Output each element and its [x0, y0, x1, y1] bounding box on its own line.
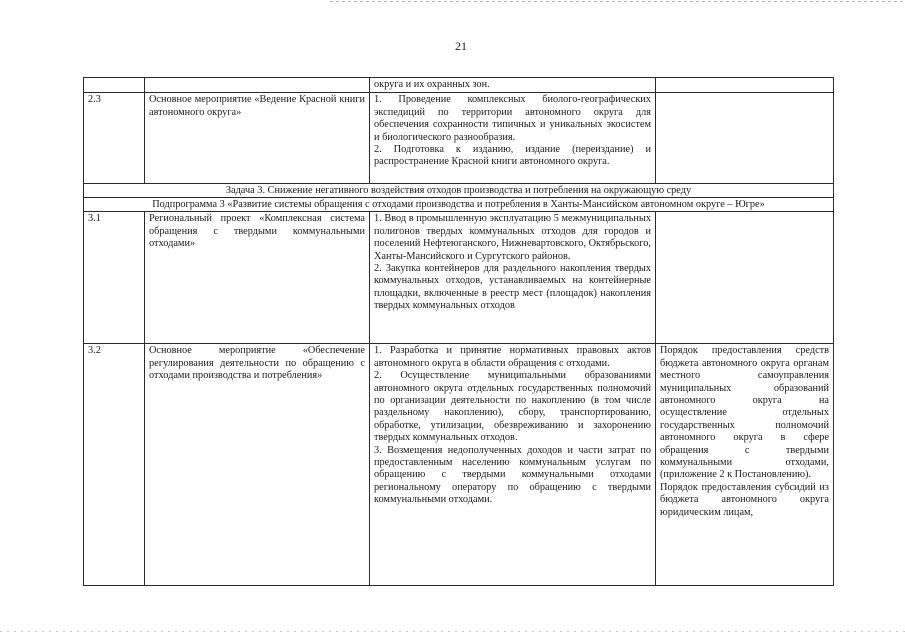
regulatory-docs [656, 212, 834, 344]
measures-table [83, 77, 834, 586]
measure-name: Основное мероприятие «Ведение Красной книги автономного округа» [145, 93, 370, 184]
table-row [84, 93, 834, 184]
measure-item: 2. Осуществление муниципальными образованиями автономного округа отдельных государственных полномочий по организации деятельности по накоплению (в том числе раздельному накоплению), сбору, транспортированию, обработке, утилизации, обезвреживанию и захоронению твердых коммунальных отходов. [374, 370, 651, 444]
table-row [84, 344, 834, 586]
measure-item: 1. Разработка и принятие нормативных правовых актов автономного округа в области обращения с отходами. [374, 345, 651, 369]
task-row [84, 184, 834, 198]
measure-item: 2. Подготовка к изданию, издание (переиздание) и распространение Красной книги автономного округа. [374, 144, 651, 168]
row-number: 3.1 [84, 212, 145, 344]
measure-name: Региональный проект «Комплексная система обращения с твердыми коммунальными отходами» [145, 212, 370, 344]
table-row [84, 212, 834, 344]
regulatory-docs [656, 78, 834, 93]
measure-name: Основное мероприятие «Обеспечение регулирования деятельности по обращению с отходами производства и потребления» [145, 344, 370, 586]
scan-artifact-top [330, 1, 905, 2]
table-row [84, 78, 834, 93]
measure-content [370, 93, 656, 184]
measure-item: 3. Возмещения недополученных доходов и части затрат по предоставленным населению коммунальным услугам по обращению с твердыми коммунальными отходами региональному оператору по обращению с твердыми коммунальными отходами. [374, 444, 651, 506]
measure-item: 1. Ввод в промышленную эксплуатацию 5 межмуниципальных полигонов твердых коммунальных отходов для городов и поселений Нефтеюганского, Нижневартовского, Октябрьского, Ханты-Мансийского и Сургутского районов. [374, 213, 651, 262]
row-number: 2.3 [84, 93, 145, 184]
measure-content: округа и их охранных зон. [370, 78, 656, 93]
regulatory-docs [656, 344, 834, 586]
subprogram-heading: Подпрограмма 3 «Развитие системы обращения с отходами производства и потребления в Ханты-Мансийском автономном округе – Югре» [84, 198, 834, 212]
subprogram-row [84, 198, 834, 212]
measure-content [370, 344, 656, 586]
task-heading: Задача 3. Снижение негативного воздействия отходов производства и потребления на окружающую среду [84, 184, 834, 198]
measure-name [145, 78, 370, 93]
measure-content [370, 212, 656, 344]
measure-item: 2. Закупка контейнеров для раздельного накопления твердых коммунальных отходов, устанавливаемых на контейнерные площадки, включенные в реестр мест (площадок) накопления твердых коммунальных отходов [374, 263, 651, 312]
page-number: 21 [455, 39, 467, 53]
regulatory-doc-item: Порядок предоставления средств бюджета автономного округа органам местного самоуправления муниципальных образований автономного округа на осуществление отдельных государственных полномочий автономного округа в сфере обращения с твердыми коммунальными отходами, (приложение 2 к Постановлению). [660, 345, 829, 481]
measure-item: 1. Проведение комплексных биолого-географических экспедиций по территории автономного округа для обеспечения сохранности типичных и уникальных экосистем и биологического разнообразия. [374, 94, 651, 143]
regulatory-doc-item: Порядок предоставления субсидий из бюджета автономного округа юридическим лицам, [660, 481, 829, 518]
row-number: 3.2 [84, 344, 145, 586]
regulatory-docs [656, 93, 834, 184]
row-number [84, 78, 145, 93]
scan-artifact-bottom [0, 631, 905, 632]
